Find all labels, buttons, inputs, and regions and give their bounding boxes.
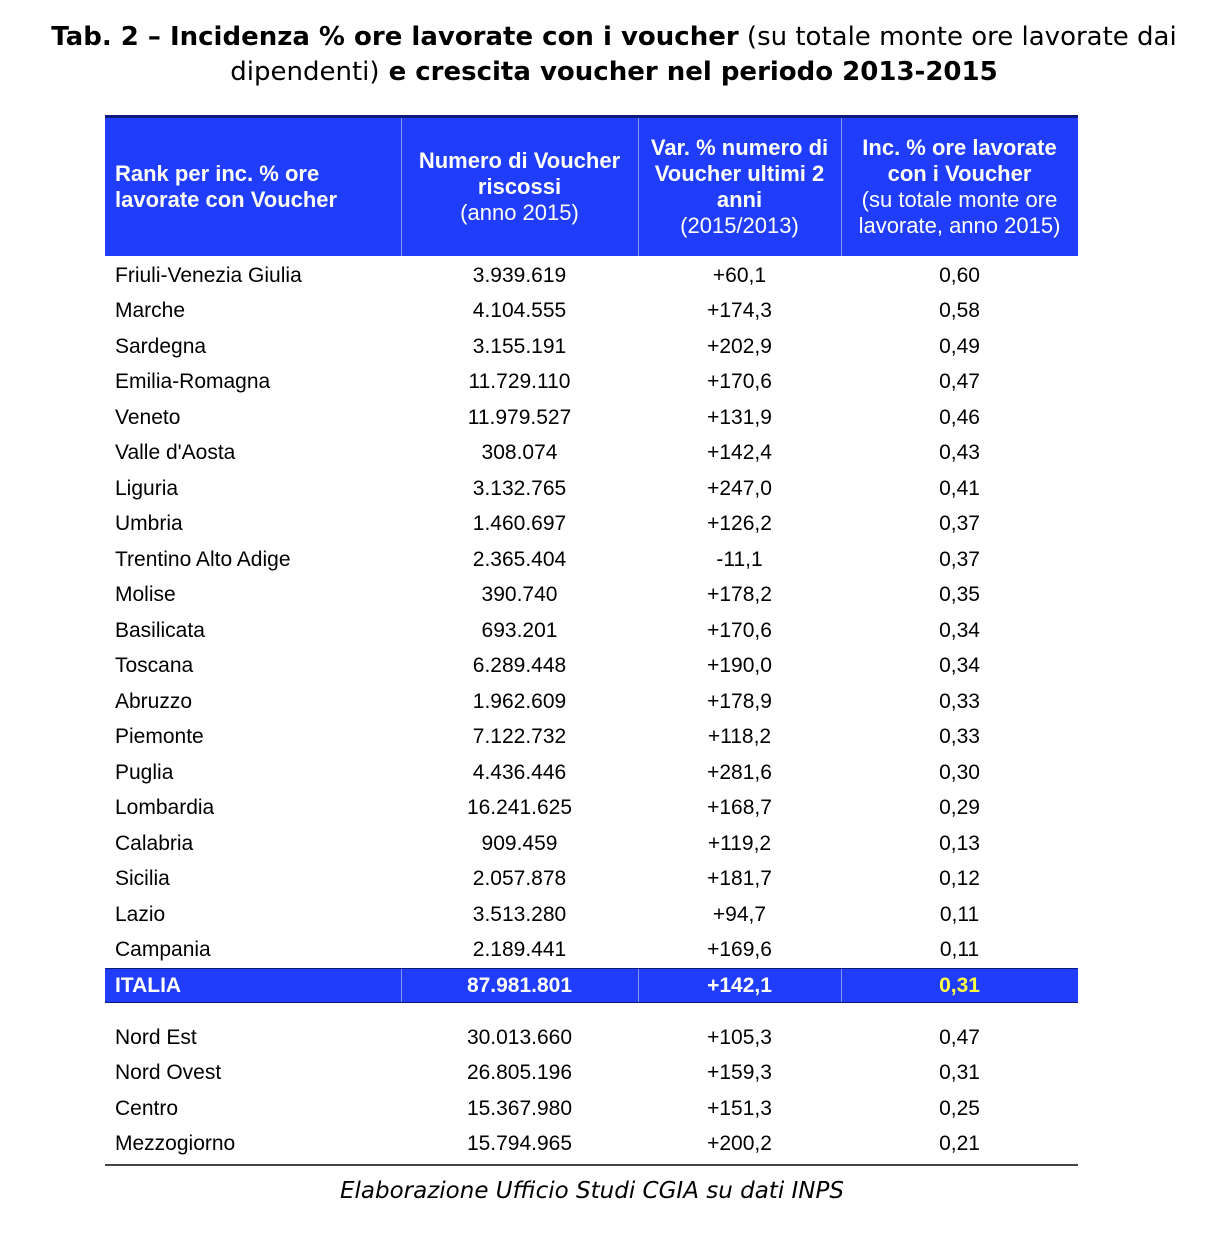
cell-variation: +202,9 bbox=[707, 334, 772, 358]
cell-variation: -11,1 bbox=[716, 547, 763, 571]
cell-variation: +159,3 bbox=[707, 1061, 772, 1085]
cell-variation: +170,6 bbox=[707, 618, 772, 642]
table-row bbox=[105, 258, 1078, 294]
table-row bbox=[105, 1127, 1078, 1163]
header-vouchers-label: Numero di Voucher riscossi bbox=[418, 148, 621, 199]
cell-incidence: 0,37 bbox=[939, 512, 980, 536]
voucher-table bbox=[105, 115, 1078, 1166]
cell-vouchers: 693.201 bbox=[481, 618, 558, 642]
table-row bbox=[105, 613, 1078, 649]
cell-vouchers: 11.979.527 bbox=[467, 405, 572, 429]
table-row bbox=[105, 933, 1078, 969]
table-bottom-rule bbox=[105, 1164, 1078, 1166]
cell-incidence: 0,13 bbox=[939, 831, 980, 855]
cell-vouchers: 15.794.965 bbox=[466, 1132, 573, 1156]
cell-incidence: 0,29 bbox=[939, 796, 980, 820]
cell-vouchers: 3.132.765 bbox=[472, 476, 567, 500]
cell-vouchers: 15.367.980 bbox=[466, 1096, 573, 1120]
cell-region: Nord Ovest bbox=[115, 1061, 222, 1085]
cell-variation: +105,3 bbox=[707, 1025, 772, 1049]
table-row bbox=[105, 578, 1078, 614]
cell-vouchers: 4.436.446 bbox=[472, 760, 567, 784]
cell-vouchers: 1.962.609 bbox=[472, 689, 567, 713]
header-vouchers-sub: (anno 2015) bbox=[460, 200, 579, 225]
cell-incidence: 0,35 bbox=[939, 583, 980, 607]
table-row bbox=[105, 294, 1078, 330]
total-incidence-value: 0,31 bbox=[939, 973, 980, 997]
cell-vouchers: 308.074 bbox=[481, 441, 558, 465]
cell-incidence: 0,33 bbox=[939, 725, 980, 749]
cell-variation: +178,9 bbox=[707, 689, 772, 713]
table-row bbox=[105, 1091, 1078, 1127]
cell-region: Nord Est bbox=[115, 1025, 197, 1049]
cell-variation: +200,2 bbox=[707, 1132, 772, 1156]
cell-vouchers: 1.460.697 bbox=[472, 512, 567, 536]
cell-region: Campania bbox=[115, 938, 211, 962]
cell-incidence: 0,21 bbox=[939, 1132, 980, 1156]
cell-vouchers: 2.365.404 bbox=[472, 547, 567, 571]
table-row bbox=[105, 329, 1078, 365]
region-rows bbox=[105, 256, 1078, 968]
cell-incidence: 0,49 bbox=[939, 334, 980, 358]
cell-vouchers: 3.513.280 bbox=[472, 902, 567, 926]
cell-incidence: 0,41 bbox=[939, 476, 980, 500]
cell-vouchers: 16.241.625 bbox=[466, 796, 573, 820]
header-incidence bbox=[841, 118, 1078, 256]
cell-region: Lombardia bbox=[115, 796, 215, 820]
cell-region: Sicilia bbox=[115, 867, 170, 891]
cell-region: Calabria bbox=[115, 831, 194, 855]
cell-incidence: 0,47 bbox=[939, 370, 980, 394]
cell-region: Puglia bbox=[115, 760, 174, 784]
cell-region: Toscana bbox=[115, 654, 194, 678]
header-variation-label: Var. % numero di Voucher ultimi 2 anni bbox=[650, 135, 829, 212]
cell-incidence: 0,58 bbox=[939, 299, 980, 323]
table-row bbox=[105, 1056, 1078, 1092]
cell-region: Marche bbox=[115, 299, 186, 323]
total-row-italia bbox=[105, 968, 1078, 1003]
cell-vouchers: 3.155.191 bbox=[472, 334, 567, 358]
header-variation-sub: (2015/2013) bbox=[680, 213, 799, 238]
table-row bbox=[105, 897, 1078, 933]
cell-variation: +119,2 bbox=[707, 831, 772, 855]
cell-region: Liguria bbox=[115, 476, 179, 500]
title-normal-part: (su totale monte ore lavorate dai dipendenti) bbox=[230, 22, 1177, 87]
cell-incidence: 0,60 bbox=[939, 263, 980, 287]
table-row bbox=[105, 649, 1078, 685]
cell-variation: +181,7 bbox=[707, 867, 772, 891]
table-row bbox=[105, 365, 1078, 401]
table-row bbox=[105, 542, 1078, 578]
cell-region: Centro bbox=[115, 1096, 179, 1120]
cell-region: Sardegna bbox=[115, 334, 207, 358]
cell-variation: +151,3 bbox=[707, 1096, 772, 1120]
cell-incidence: 0,11 bbox=[939, 902, 980, 926]
cell-region: Molise bbox=[115, 583, 176, 607]
cell-variation: +168,7 bbox=[707, 796, 772, 820]
table-row bbox=[105, 755, 1078, 791]
cell-region: Emilia-Romagna bbox=[115, 370, 271, 394]
cell-region: Mezzogiorno bbox=[115, 1132, 236, 1156]
cell-incidence: 0,25 bbox=[939, 1096, 980, 1120]
table-row bbox=[105, 507, 1078, 543]
table-row bbox=[105, 436, 1078, 472]
table-row bbox=[105, 791, 1078, 827]
cell-incidence: 0,34 bbox=[939, 618, 980, 642]
total-vouchers: 87.981.801 bbox=[466, 973, 573, 997]
table-row bbox=[105, 400, 1078, 436]
table-header bbox=[105, 115, 1078, 256]
cell-variation: +94,7 bbox=[712, 902, 767, 926]
total-incidence bbox=[841, 969, 1078, 1002]
cell-incidence: 0,12 bbox=[939, 867, 980, 891]
cell-vouchers: 390.740 bbox=[481, 583, 558, 607]
table-row bbox=[105, 826, 1078, 862]
table-row bbox=[105, 471, 1078, 507]
total-variation: +142,1 bbox=[707, 973, 772, 997]
cell-variation: +247,0 bbox=[707, 476, 772, 500]
cell-variation: +170,6 bbox=[707, 370, 772, 394]
cell-vouchers: 2.189.441 bbox=[472, 938, 567, 962]
cell-incidence: 0,11 bbox=[939, 938, 980, 962]
header-variation bbox=[638, 118, 841, 256]
cell-incidence: 0,43 bbox=[939, 441, 980, 465]
cell-vouchers: 3.939.619 bbox=[472, 263, 567, 287]
table-title bbox=[20, 20, 1208, 90]
cell-incidence: 0,34 bbox=[939, 654, 980, 678]
cell-region: Umbria bbox=[115, 512, 183, 536]
header-rank bbox=[105, 118, 401, 256]
cell-region: Veneto bbox=[115, 405, 181, 429]
cell-region: Valle d'Aosta bbox=[115, 441, 236, 465]
cell-region: Lazio bbox=[115, 902, 166, 926]
cell-variation: +178,2 bbox=[707, 583, 772, 607]
cell-incidence: 0,47 bbox=[939, 1025, 980, 1049]
cell-region: Basilicata bbox=[115, 618, 205, 642]
cell-variation: +126,2 bbox=[707, 512, 772, 536]
cell-vouchers: 2.057.878 bbox=[472, 867, 567, 891]
cell-region: Trentino Alto Adige bbox=[115, 547, 291, 571]
cell-incidence: 0,46 bbox=[939, 405, 980, 429]
cell-variation: +142,4 bbox=[707, 441, 772, 465]
cell-vouchers: 11.729.110 bbox=[468, 370, 571, 394]
header-rank-label: Rank per inc. % ore lavorate con Voucher bbox=[115, 161, 338, 212]
cell-incidence: 0,31 bbox=[939, 1061, 980, 1085]
cell-variation: +281,6 bbox=[707, 760, 772, 784]
cell-incidence: 0,37 bbox=[939, 547, 980, 571]
cell-vouchers: 909.459 bbox=[481, 831, 558, 855]
table-row bbox=[105, 720, 1078, 756]
table-row bbox=[105, 862, 1078, 898]
header-incidence-sub: (su totale monte ore lavorate, anno 2015) bbox=[858, 187, 1061, 238]
cell-variation: +118,2 bbox=[707, 725, 772, 749]
title-bold-part: Tab. 2 – Incidenza % ore lavorate con i voucher bbox=[51, 22, 739, 52]
header-vouchers bbox=[401, 118, 638, 256]
header-incidence-label: Inc. % ore lavorate con i Voucher bbox=[862, 135, 1057, 186]
table-row bbox=[105, 1020, 1078, 1056]
cell-region: Piemonte bbox=[115, 725, 204, 749]
cell-vouchers: 7.122.732 bbox=[472, 725, 567, 749]
cell-variation: +131,9 bbox=[707, 405, 772, 429]
cell-vouchers: 30.013.660 bbox=[466, 1025, 573, 1049]
macro-area-rows bbox=[105, 1020, 1078, 1162]
title-bold-tail: e crescita voucher nel periodo 2013-2015 bbox=[379, 57, 998, 87]
total-region: ITALIA bbox=[115, 973, 182, 997]
cell-incidence: 0,33 bbox=[939, 689, 980, 713]
source-note: Elaborazione Ufficio Studi CGIA su dati INPS bbox=[339, 1178, 844, 1204]
cell-vouchers: 26.805.196 bbox=[466, 1061, 573, 1085]
table-row bbox=[105, 684, 1078, 720]
cell-vouchers: 4.104.555 bbox=[472, 299, 567, 323]
cell-variation: +190,0 bbox=[707, 654, 772, 678]
cell-incidence: 0,30 bbox=[939, 760, 980, 784]
cell-variation: +60,1 bbox=[712, 263, 767, 287]
cell-region: Friuli-Venezia Giulia bbox=[115, 263, 302, 287]
cell-variation: +169,6 bbox=[707, 938, 772, 962]
cell-variation: +174,3 bbox=[707, 299, 772, 323]
cell-region: Abruzzo bbox=[115, 689, 193, 713]
cell-vouchers: 6.289.448 bbox=[472, 654, 567, 678]
